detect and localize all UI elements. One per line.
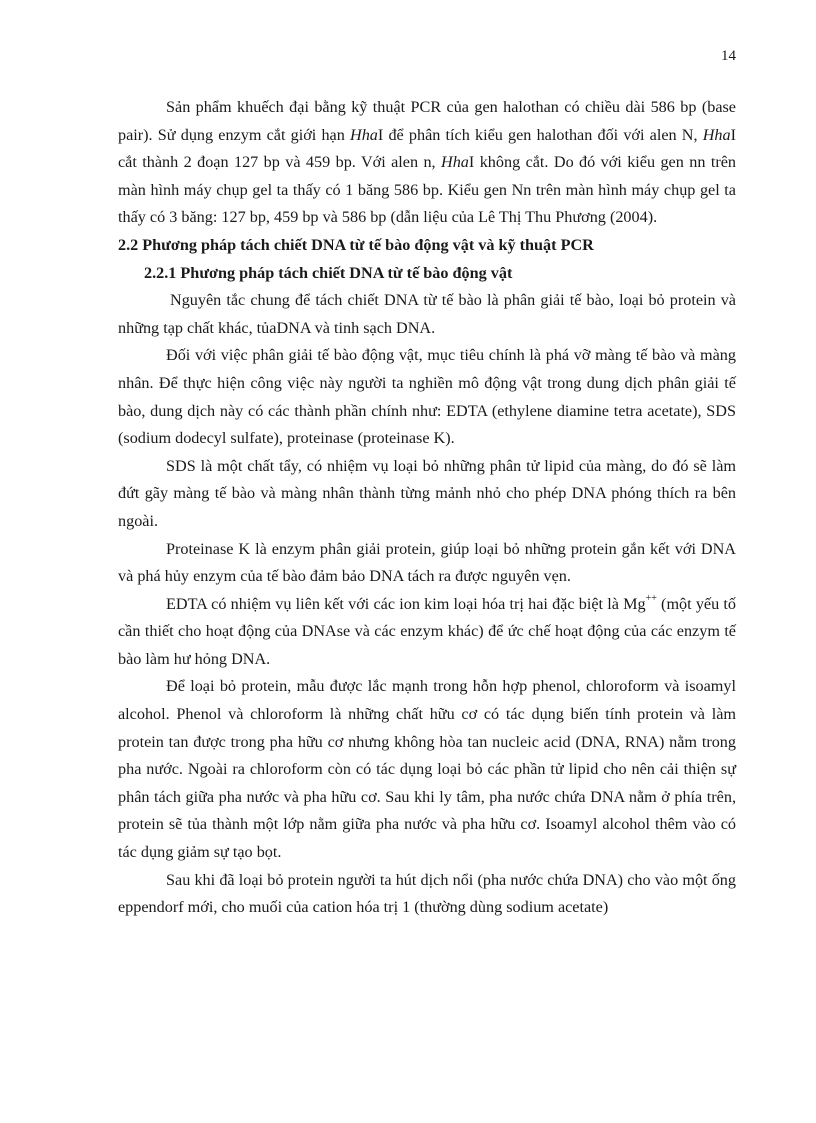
paragraph-sds: SDS là một chất tẩy, có nhiệm vụ loại bỏ những phân tử lipid của màng, do đó sẽ làm đứt gãy màng tế bào và màng nhân thành từng mảnh nhỏ cho phép DNA phóng thích ra bên ngoài. bbox=[118, 456, 736, 530]
italic-hhai: Hha bbox=[441, 153, 469, 172]
text-run: I cắt thành 2 đoạn 127 bp và 459 bp. Với alen n, bbox=[118, 125, 736, 172]
italic-hhai: Hha bbox=[350, 125, 378, 144]
paragraph-cell-lysis: Đối với việc phân giải tế bào động vật, mục tiêu chính là phá vỡ màng tế bào và màng nhân. Để thực hiện công việc này người ta nghiền mô động vật trong dung dịch phân giải tế bào, dung dịch này có các thành phần chính như: EDTA (ethylene diamine tetra acetate), SDS (sodium dodecyl sulfate), proteinase (proteinase K). bbox=[118, 346, 736, 448]
italic-hhai: Hha bbox=[702, 125, 731, 144]
paragraph-edta bbox=[118, 591, 736, 674]
page-content bbox=[118, 94, 736, 922]
text-run: I không cắt. Do đó với kiểu gen nn trên màn hình máy chụp gel ta thấy có 1 băng 586 bp. Kiểu gen Nn trên màn hình máy chụp gel ta thấy có 3 băng: 127 bp, 459 bp và 586 bp (dẫn liệu của Lê Thị Thu Phương (2004). bbox=[118, 153, 736, 227]
paragraph-proteinase-k: Proteinase K là enzym phân giải protein, giúp loại bỏ những protein gắn kết với DNA và phá hủy enzym của tế bào đảm bảo DNA tách ra được nguyên vẹn. bbox=[118, 539, 736, 586]
text-run: I để phân tích kiểu gen halothan đối với alen N, bbox=[377, 125, 703, 144]
text-run: EDTA có nhiệm vụ liên kết với các ion kim loại hóa trị hai đặc biệt là Mg bbox=[166, 594, 646, 613]
paragraph-supernatant: Sau khi đã loại bỏ protein người ta hút dịch nổi (pha nước chứa DNA) cho vào một ống eppendorf mới, cho muối của cation hóa trị 1 (thường dùng sodium acetate) bbox=[118, 870, 736, 917]
section-heading-2-2-1: 2.2.1 Phương pháp tách chiết DNA từ tế bào động vật bbox=[144, 263, 513, 282]
section-heading-2-2: 2.2 Phương pháp tách chiết DNA từ tế bào động vật và kỹ thuật PCR bbox=[118, 235, 594, 254]
paragraph-principle: Nguyên tắc chung để tách chiết DNA từ tế bào là phân giải tế bào, loại bỏ protein và những tạp chất khác, tủaDNA và tinh sạch DNA. bbox=[118, 291, 736, 337]
text-run: (một yếu tố cần thiết cho hoạt động của DNAse và các enzym khác) để ức chế hoạt động của các enzym tế bào làm hư hỏng DNA. bbox=[118, 594, 736, 668]
page-number: 14 bbox=[721, 48, 736, 64]
paragraph-phenol-chloroform: Để loại bỏ protein, mẫu được lắc mạnh trong hỗn hợp phenol, chloroform và isoamyl alcohol. Phenol và chloroform là những chất hữu cơ có tác dụng biến tính protein và làm protein tan được trong pha hữu cơ nhưng không hòa tan nucleic acid (DNA, RNA) nằm trong pha nước. Ngoài ra chloroform còn có tác dụng loại bỏ các phần tử lipid cho nên cải thiện sự phân tách giữa pha nước và pha hữu cơ. Sau khi ly tâm, pha nước chứa DNA nằm ở phía trên, protein sẽ tủa thành một lớp nằm giữa pha nước và pha hữu cơ. Isoamyl alcohol thêm vào có tác dụng giảm sự tạo bọt. bbox=[118, 677, 736, 862]
superscript: ++ bbox=[645, 592, 657, 604]
text-run: Sản phẩm khuếch đại bằng kỹ thuật PCR của gen halothan có chiều dài 586 bp (base pair). Sử dụng enzym cắt giới hạn bbox=[118, 98, 736, 144]
paragraph-pcr-halothan bbox=[118, 94, 736, 232]
